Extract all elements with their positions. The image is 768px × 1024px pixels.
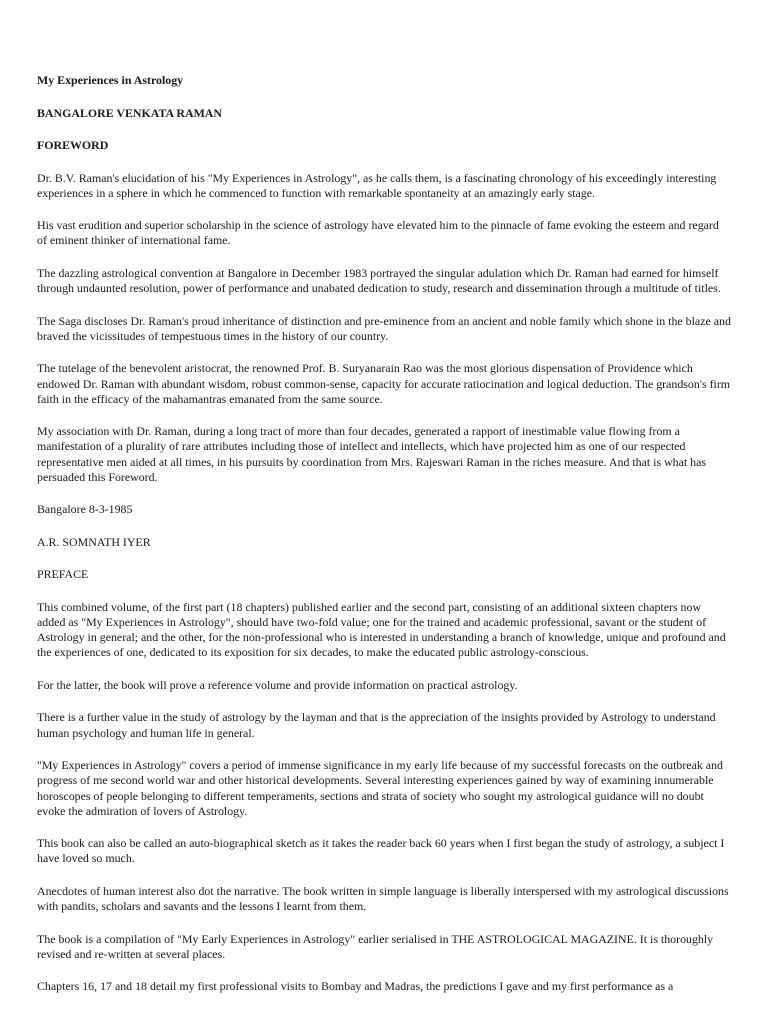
foreword-heading: FOREWORD: [37, 138, 109, 152]
preface-paragraph: "My Experiences in Astrology" covers a period of immense significance in my early life because of my successful forecasts on the outbreak and progress of me second world war and other historical developments. Several interesting experiences gained by way of examining innumerable horoscopes of people belonging to different temperaments, sections and strata of society who sought my astrological guidance will no doubt evoke the admiration of lovers of Astrology.: [37, 758, 723, 818]
foreword-paragraph: His vast erudition and superior scholarship in the science of astrology have elevated him to the pinnacle of fame evoking the esteem and regard of eminent thinker of international fame.: [37, 218, 719, 248]
preface-paragraph: For the latter, the book will prove a reference volume and provide information on practical astrology.: [37, 677, 518, 692]
preface-heading: PREFACE: [37, 567, 89, 582]
preface-paragraph: The book is a compilation of "My Early Experiences in Astrology" earlier serialised in THE ASTROLOGICAL MAGAZINE. It is thoroughly revised and re-written at several places.: [37, 931, 714, 961]
document-author: BANGALORE VENKATA RAMAN: [37, 105, 222, 120]
preface-paragraph: Anecdotes of human interest also dot the narrative. The book written in simple language is liberally interspersed with my astrological discussions with pandits, scholars and savants and the lessons I learnt from them.: [37, 883, 729, 914]
preface-paragraph: There is a further value in the study of astrology by the layman and that is the appreciation of the insights provided by Astrology to understand human psychology and human life in general.: [37, 710, 716, 740]
document-page: [37, 73, 731, 1012]
preface-paragraph: Chapters 16, 17 and 18 detail my first professional visits to Bombay and Madras, the predictions I gave and my first performance as a: [37, 979, 674, 994]
foreword-paragraph: The Saga discloses Dr. Raman's proud inheritance of distinction and pre-eminence from an ancient and noble family which shone in the blaze and braved the vicissitudes of tempestuous times in the history of our country.: [37, 313, 731, 343]
preface-paragraph: This book can also be called an auto-biographical sketch as it takes the reader back 60 years when I first began the study of astrology, a subject I have loved so much.: [37, 836, 725, 866]
preface-paragraph: This combined volume, of the first part (18 chapters) published earlier and the second part, consisting of an additional sixteen chapters now added as "My Experiences in Astrology", should have two-fold value; one for the trained and academic professional, savant or the student of Astrology in general; and the other, for the non-professional who is interested in understanding a branch of knowledge, unique and profound and the experiences of one, dedicated to its exposition for six decades, to make the educated public astrology-conscious.: [37, 599, 726, 660]
foreword-date: Bangalore 8-3-1985: [37, 502, 133, 517]
foreword-signatory: A.R. SOMNATH IYER: [37, 534, 151, 549]
foreword-paragraph: Dr. B.V. Raman's elucidation of his "My Experiences in Astrology", as he calls them, is a fascinating chronology of his exceedingly interesting experiences in a sphere in which he commenced to function with remarkable spontaneity at an amazingly early stage.: [37, 170, 717, 200]
document-title: My Experiences in Astrology: [37, 73, 184, 87]
foreword-paragraph: The tutelage of the benevolent aristocrat, the renowned Prof. B. Suryanarain Rao was the most glorious dispensation of Providence which endowed Dr. Raman with abundant wisdom, robust common-sense, capacity for accurate ratiocination and logical deduction. The grandson's firm faith in the efficacy of the mahamantras emanated from the same source.: [37, 361, 731, 406]
foreword-paragraph: My association with Dr. Raman, during a long tract of more than four decades, generated a rapport of inestimable value flowing from a manifestation of a plurality of rare attributes including those of intellect and intellects, which have projected him as one of our respected representative men aided at all times, in his pursuits by coordination from Mrs. Rajeswari Raman in the riches measure. And that is what has persuaded this Foreword.: [37, 424, 707, 484]
foreword-paragraph: The dazzling astrological convention at Bangalore in December 1983 portrayed the singular adulation which Dr. Raman had earned for himself through undaunted resolution, power of performance and unabated dedication to study, research and dissemination through a multitude of titles.: [37, 265, 721, 296]
